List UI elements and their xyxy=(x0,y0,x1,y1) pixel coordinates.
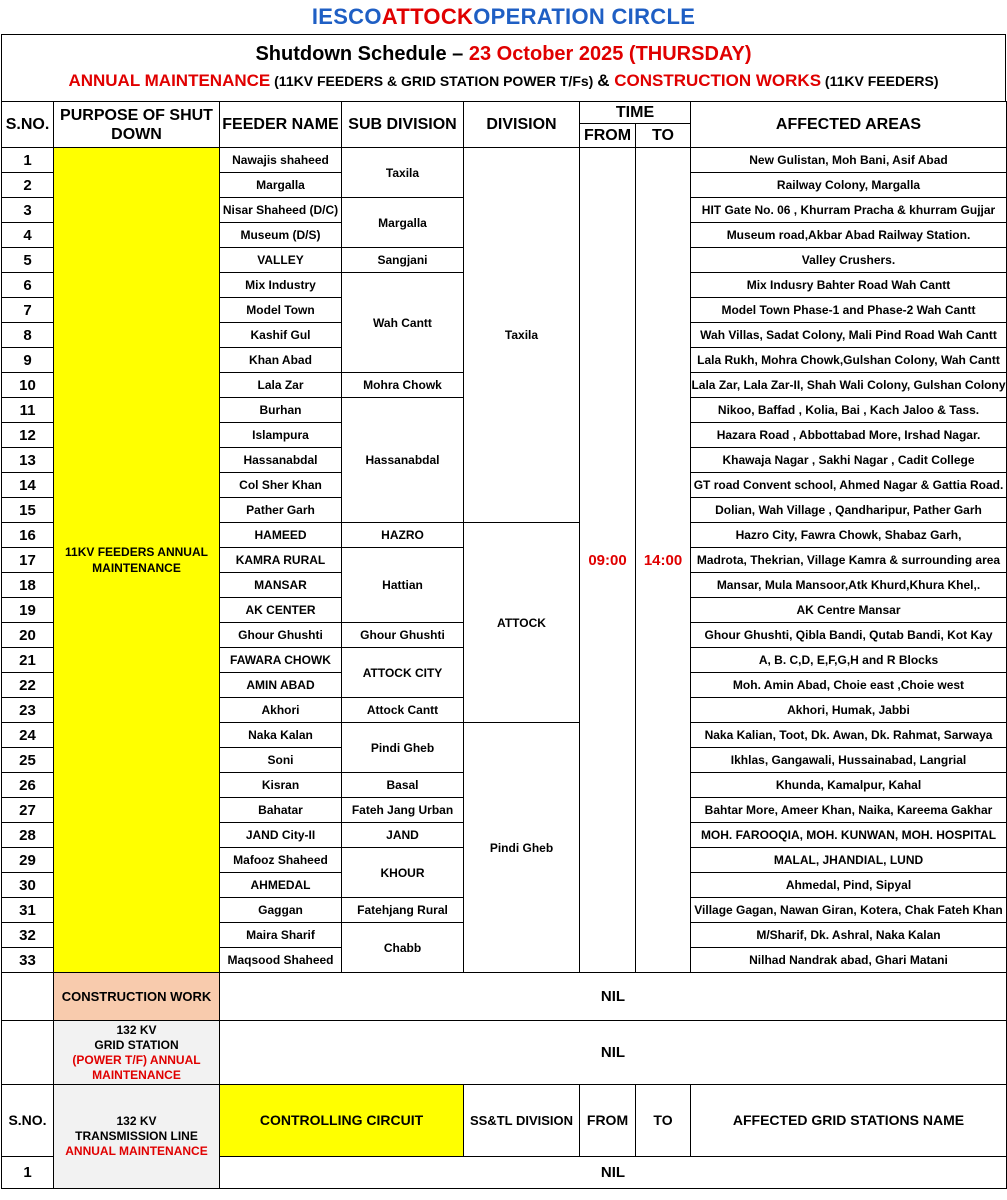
feeder-name: VALLEY xyxy=(220,248,342,273)
affected-areas: Nikoo, Baffad , Kolia, Bai , Kach Jaloo & Tass. xyxy=(691,398,1007,423)
feeder-name: Kashif Gul xyxy=(220,323,342,348)
subdivision-name: Attock Cantt xyxy=(342,698,464,723)
feeder-name: AMIN ABAD xyxy=(220,673,342,698)
col-header-division: DIVISION xyxy=(464,102,580,148)
feeder-name: Ghour Ghushti xyxy=(220,623,342,648)
affected-areas: GT road Convent school, Ahmed Nagar & Gattia Road. xyxy=(691,473,1007,498)
feeder-name: Akhori xyxy=(220,698,342,723)
feeder-name: Col Sher Khan xyxy=(220,473,342,498)
division-name: Pindi Gheb xyxy=(464,723,580,973)
subdivision-name: Fateh Jang Urban xyxy=(342,798,464,823)
feeder-name: Gaggan xyxy=(220,898,342,923)
grid-label-line3: (POWER T/F) ANNUAL MAINTENANCE xyxy=(72,1052,201,1082)
construction-label: CONSTRUCTION WORK xyxy=(54,973,220,1021)
time-from: 09:00 xyxy=(580,148,636,973)
trans-label-line3: ANNUAL MAINTENANCE xyxy=(65,1144,208,1158)
subtitle-amp: & xyxy=(597,71,615,90)
feeder-name: Lala Zar xyxy=(220,373,342,398)
trans-header-to: TO xyxy=(636,1085,691,1157)
trans-header-sno: S.NO. xyxy=(2,1085,54,1157)
row-sno: 27 xyxy=(2,798,54,823)
subdivision-name: Chabb xyxy=(342,923,464,973)
construction-sno xyxy=(2,973,54,1021)
row-sno: 25 xyxy=(2,748,54,773)
grid-value: NIL xyxy=(220,1021,1007,1085)
subdivision-name: HAZRO xyxy=(342,523,464,548)
row-sno: 19 xyxy=(2,598,54,623)
affected-areas: Lala Zar, Lala Zar-II, Shah Wali Colony, Gulshan Colony xyxy=(691,373,1007,398)
feeder-name: Maqsood Shaheed xyxy=(220,948,342,973)
feeder-name: MANSAR xyxy=(220,573,342,598)
row-sno: 7 xyxy=(2,298,54,323)
row-sno: 26 xyxy=(2,773,54,798)
col-header-sno: S.NO. xyxy=(2,102,54,148)
row-sno: 31 xyxy=(2,898,54,923)
feeder-name: Mix Industry xyxy=(220,273,342,298)
row-sno: 18 xyxy=(2,573,54,598)
feeder-name: HAMEED xyxy=(220,523,342,548)
feeder-name: Maira Sharif xyxy=(220,923,342,948)
col-header-from: FROM xyxy=(580,124,636,148)
schedule-table xyxy=(1,101,1007,1189)
subtitle-construction: CONSTRUCTION WORKS xyxy=(614,71,822,90)
feeder-name: Islampura xyxy=(220,423,342,448)
feeder-name: Nisar Shaheed (D/C) xyxy=(220,198,342,223)
row-sno: 11 xyxy=(2,398,54,423)
subdivision-name: Pindi Gheb xyxy=(342,723,464,773)
subdivision-name: JAND xyxy=(342,823,464,848)
subdivision-name: ATTOCK CITY xyxy=(342,648,464,698)
feeder-name: Bahatar xyxy=(220,798,342,823)
subdivision-name: Hattian xyxy=(342,548,464,623)
subtitle-construction-detail: (11KV FEEDERS) xyxy=(821,73,939,89)
subdivision-name: Sangjani xyxy=(342,248,464,273)
grid-sno xyxy=(2,1021,54,1085)
affected-areas: Dolian, Wah Village , Qandharipur, Pather Garh xyxy=(691,498,1007,523)
col-header-feeder: FEEDER NAME xyxy=(220,102,342,148)
subdivision-name: Mohra Chowk xyxy=(342,373,464,398)
affected-areas: Mansar, Mula Mansoor,Atk Khurd,Khura Khel,. xyxy=(691,573,1007,598)
row-sno: 3 xyxy=(2,198,54,223)
row-sno: 28 xyxy=(2,823,54,848)
feeder-name: JAND City-II xyxy=(220,823,342,848)
subdivision-name: Wah Cantt xyxy=(342,273,464,373)
construction-row xyxy=(2,973,1007,1021)
trans-label-line1: 132 KV xyxy=(116,1114,157,1128)
row-sno: 15 xyxy=(2,498,54,523)
feeder-name: KAMRA RURAL xyxy=(220,548,342,573)
row-sno: 10 xyxy=(2,373,54,398)
time-to: 14:00 xyxy=(636,148,691,973)
affected-areas: Ghour Ghushti, Qibla Bandi, Qutab Bandi, Kot Kay xyxy=(691,623,1007,648)
feeder-rows xyxy=(2,148,1007,973)
affected-areas: Lala Rukh, Mohra Chowk,Gulshan Colony, Wah Cantt xyxy=(691,348,1007,373)
feeder-name: Nawajis shaheed xyxy=(220,148,342,173)
row-sno: 12 xyxy=(2,423,54,448)
subtitle-annual-detail: (11KV FEEDERS & GRID STATION POWER T/Fs) xyxy=(270,73,598,89)
trans-header-controlling: CONTROLLING CIRCUIT xyxy=(220,1085,464,1157)
trans-label xyxy=(54,1085,220,1189)
affected-areas: Nilhad Nandrak abad, Ghari Matani xyxy=(691,948,1007,973)
schedule-header xyxy=(1,34,1006,101)
affected-areas: Mix Indusry Bahter Road Wah Cantt xyxy=(691,273,1007,298)
banner-part3: OPERATION CIRCLE xyxy=(473,4,696,29)
row-sno: 5 xyxy=(2,248,54,273)
row-sno: 8 xyxy=(2,323,54,348)
affected-areas: Khunda, Kamalpur, Kahal xyxy=(691,773,1007,798)
row-sno: 16 xyxy=(2,523,54,548)
feeder-name: FAWARA CHOWK xyxy=(220,648,342,673)
subdivision-name: Fatehjang Rural xyxy=(342,898,464,923)
row-sno: 13 xyxy=(2,448,54,473)
feeder-name: AHMEDAL xyxy=(220,873,342,898)
trans-header-affected: AFFECTED GRID STATIONS NAME xyxy=(691,1085,1007,1157)
feeder-name: Naka Kalan xyxy=(220,723,342,748)
trans-row-value: NIL xyxy=(220,1157,1007,1189)
affected-areas: Moh. Amin Abad, Choie east ,Choie west xyxy=(691,673,1007,698)
col-header-time: TIME xyxy=(580,102,691,124)
feeder-name: Museum (D/S) xyxy=(220,223,342,248)
row-sno: 30 xyxy=(2,873,54,898)
banner-part1: IESCO xyxy=(311,4,382,29)
col-header-to: TO xyxy=(636,124,691,148)
grid-label-line1: 132 KV xyxy=(116,1022,157,1037)
purpose-label: 11KV FEEDERS ANNUAL MAINTENANCE xyxy=(54,148,220,973)
feeder-row xyxy=(2,148,1007,173)
trans-header-from: FROM xyxy=(580,1085,636,1157)
row-sno: 20 xyxy=(2,623,54,648)
row-sno: 24 xyxy=(2,723,54,748)
affected-areas: Valley Crushers. xyxy=(691,248,1007,273)
schedule-title xyxy=(2,35,1005,71)
title-prefix: Shutdown Schedule – xyxy=(255,43,469,65)
affected-areas: Hazro City, Fawra Chowk, Shabaz Garh, xyxy=(691,523,1007,548)
feeder-name: Model Town xyxy=(220,298,342,323)
subdivision-name: Hassanabdal xyxy=(342,398,464,523)
subdivision-name: Taxila xyxy=(342,148,464,198)
subdivision-name: Ghour Ghushti xyxy=(342,623,464,648)
subtitle-annual: ANNUAL MAINTENANCE xyxy=(68,71,271,90)
affected-areas: Bahtar More, Ameer Khan, Naika, Kareema Gakhar xyxy=(691,798,1007,823)
col-header-purpose: PURPOSE OF SHUT DOWN xyxy=(54,102,220,148)
feeder-name: Soni xyxy=(220,748,342,773)
banner-part2: ATTOCK xyxy=(381,4,474,29)
row-sno: 9 xyxy=(2,348,54,373)
schedule-subtitle xyxy=(2,71,1005,91)
division-name: Taxila xyxy=(464,148,580,523)
affected-areas: Ahmedal, Pind, Sipyal xyxy=(691,873,1007,898)
affected-areas: Khawaja Nagar , Sakhi Nagar , Cadit College xyxy=(691,448,1007,473)
schedule-date: 23 October 2025 (THURSDAY) xyxy=(468,43,752,65)
affected-areas: Madrota, Thekrian, Village Kamra & surrounding area xyxy=(691,548,1007,573)
affected-areas: Model Town Phase-1 and Phase-2 Wah Cantt xyxy=(691,298,1007,323)
subdivision-name: Margalla xyxy=(342,198,464,248)
row-sno: 21 xyxy=(2,648,54,673)
row-sno: 14 xyxy=(2,473,54,498)
division-name: ATTOCK xyxy=(464,523,580,723)
affected-areas: M/Sharif, Dk. Ashral, Naka Kalan xyxy=(691,923,1007,948)
affected-areas: Naka Kalian, Toot, Dk. Awan, Dk. Rahmat, Sarwaya xyxy=(691,723,1007,748)
grid-label-line2: GRID STATION xyxy=(94,1037,179,1052)
feeder-name: Pather Garh xyxy=(220,498,342,523)
affected-areas: MOH. FAROOQIA, MOH. KUNWAN, MOH. HOSPITAL xyxy=(691,823,1007,848)
feeder-name: Hassanabdal xyxy=(220,448,342,473)
affected-areas: Ikhlas, Gangawali, Hussainabad, Langrial xyxy=(691,748,1007,773)
circle-banner xyxy=(0,0,1007,34)
row-sno: 32 xyxy=(2,923,54,948)
construction-value: NIL xyxy=(220,973,1007,1021)
grid-label xyxy=(54,1021,220,1085)
feeder-name: Kisran xyxy=(220,773,342,798)
trans-label-line2: TRANSMISSION LINE xyxy=(75,1129,198,1143)
row-sno: 33 xyxy=(2,948,54,973)
affected-areas: Hazara Road , Abbottabad More, Irshad Nagar. xyxy=(691,423,1007,448)
row-sno: 4 xyxy=(2,223,54,248)
feeder-name: AK CENTER xyxy=(220,598,342,623)
feeder-name: Burhan xyxy=(220,398,342,423)
row-sno: 6 xyxy=(2,273,54,298)
transmission-header-row xyxy=(2,1085,1007,1157)
row-sno: 23 xyxy=(2,698,54,723)
subdivision-name: KHOUR xyxy=(342,848,464,898)
affected-areas: A, B. C,D, E,F,G,H and R Blocks xyxy=(691,648,1007,673)
feeder-name: Margalla xyxy=(220,173,342,198)
affected-areas: Railway Colony, Margalla xyxy=(691,173,1007,198)
col-header-subdivision: SUB DIVISION xyxy=(342,102,464,148)
row-sno: 17 xyxy=(2,548,54,573)
row-sno: 1 xyxy=(2,148,54,173)
affected-areas: Wah Villas, Sadat Colony, Mali Pind Road Wah Cantt xyxy=(691,323,1007,348)
row-sno: 29 xyxy=(2,848,54,873)
affected-areas: New Gulistan, Moh Bani, Asif Abad xyxy=(691,148,1007,173)
row-sno: 2 xyxy=(2,173,54,198)
affected-areas: Akhori, Humak, Jabbi xyxy=(691,698,1007,723)
feeder-name: Mafooz Shaheed xyxy=(220,848,342,873)
affected-areas: AK Centre Mansar xyxy=(691,598,1007,623)
affected-areas: HIT Gate No. 06 , Khurram Pracha & khurram Gujjar xyxy=(691,198,1007,223)
affected-areas: Village Gagan, Nawan Giran, Kotera, Chak Fateh Khan xyxy=(691,898,1007,923)
col-header-areas: AFFECTED AREAS xyxy=(691,102,1007,148)
feeder-name: Khan Abad xyxy=(220,348,342,373)
affected-areas: Museum road,Akbar Abad Railway Station. xyxy=(691,223,1007,248)
row-sno: 22 xyxy=(2,673,54,698)
affected-areas: MALAL, JHANDIAL, LUND xyxy=(691,848,1007,873)
subdivision-name: Basal xyxy=(342,773,464,798)
trans-header-sstl: SS&TL DIVISION xyxy=(464,1085,580,1157)
grid-station-row xyxy=(2,1021,1007,1085)
trans-row-sno: 1 xyxy=(2,1157,54,1189)
